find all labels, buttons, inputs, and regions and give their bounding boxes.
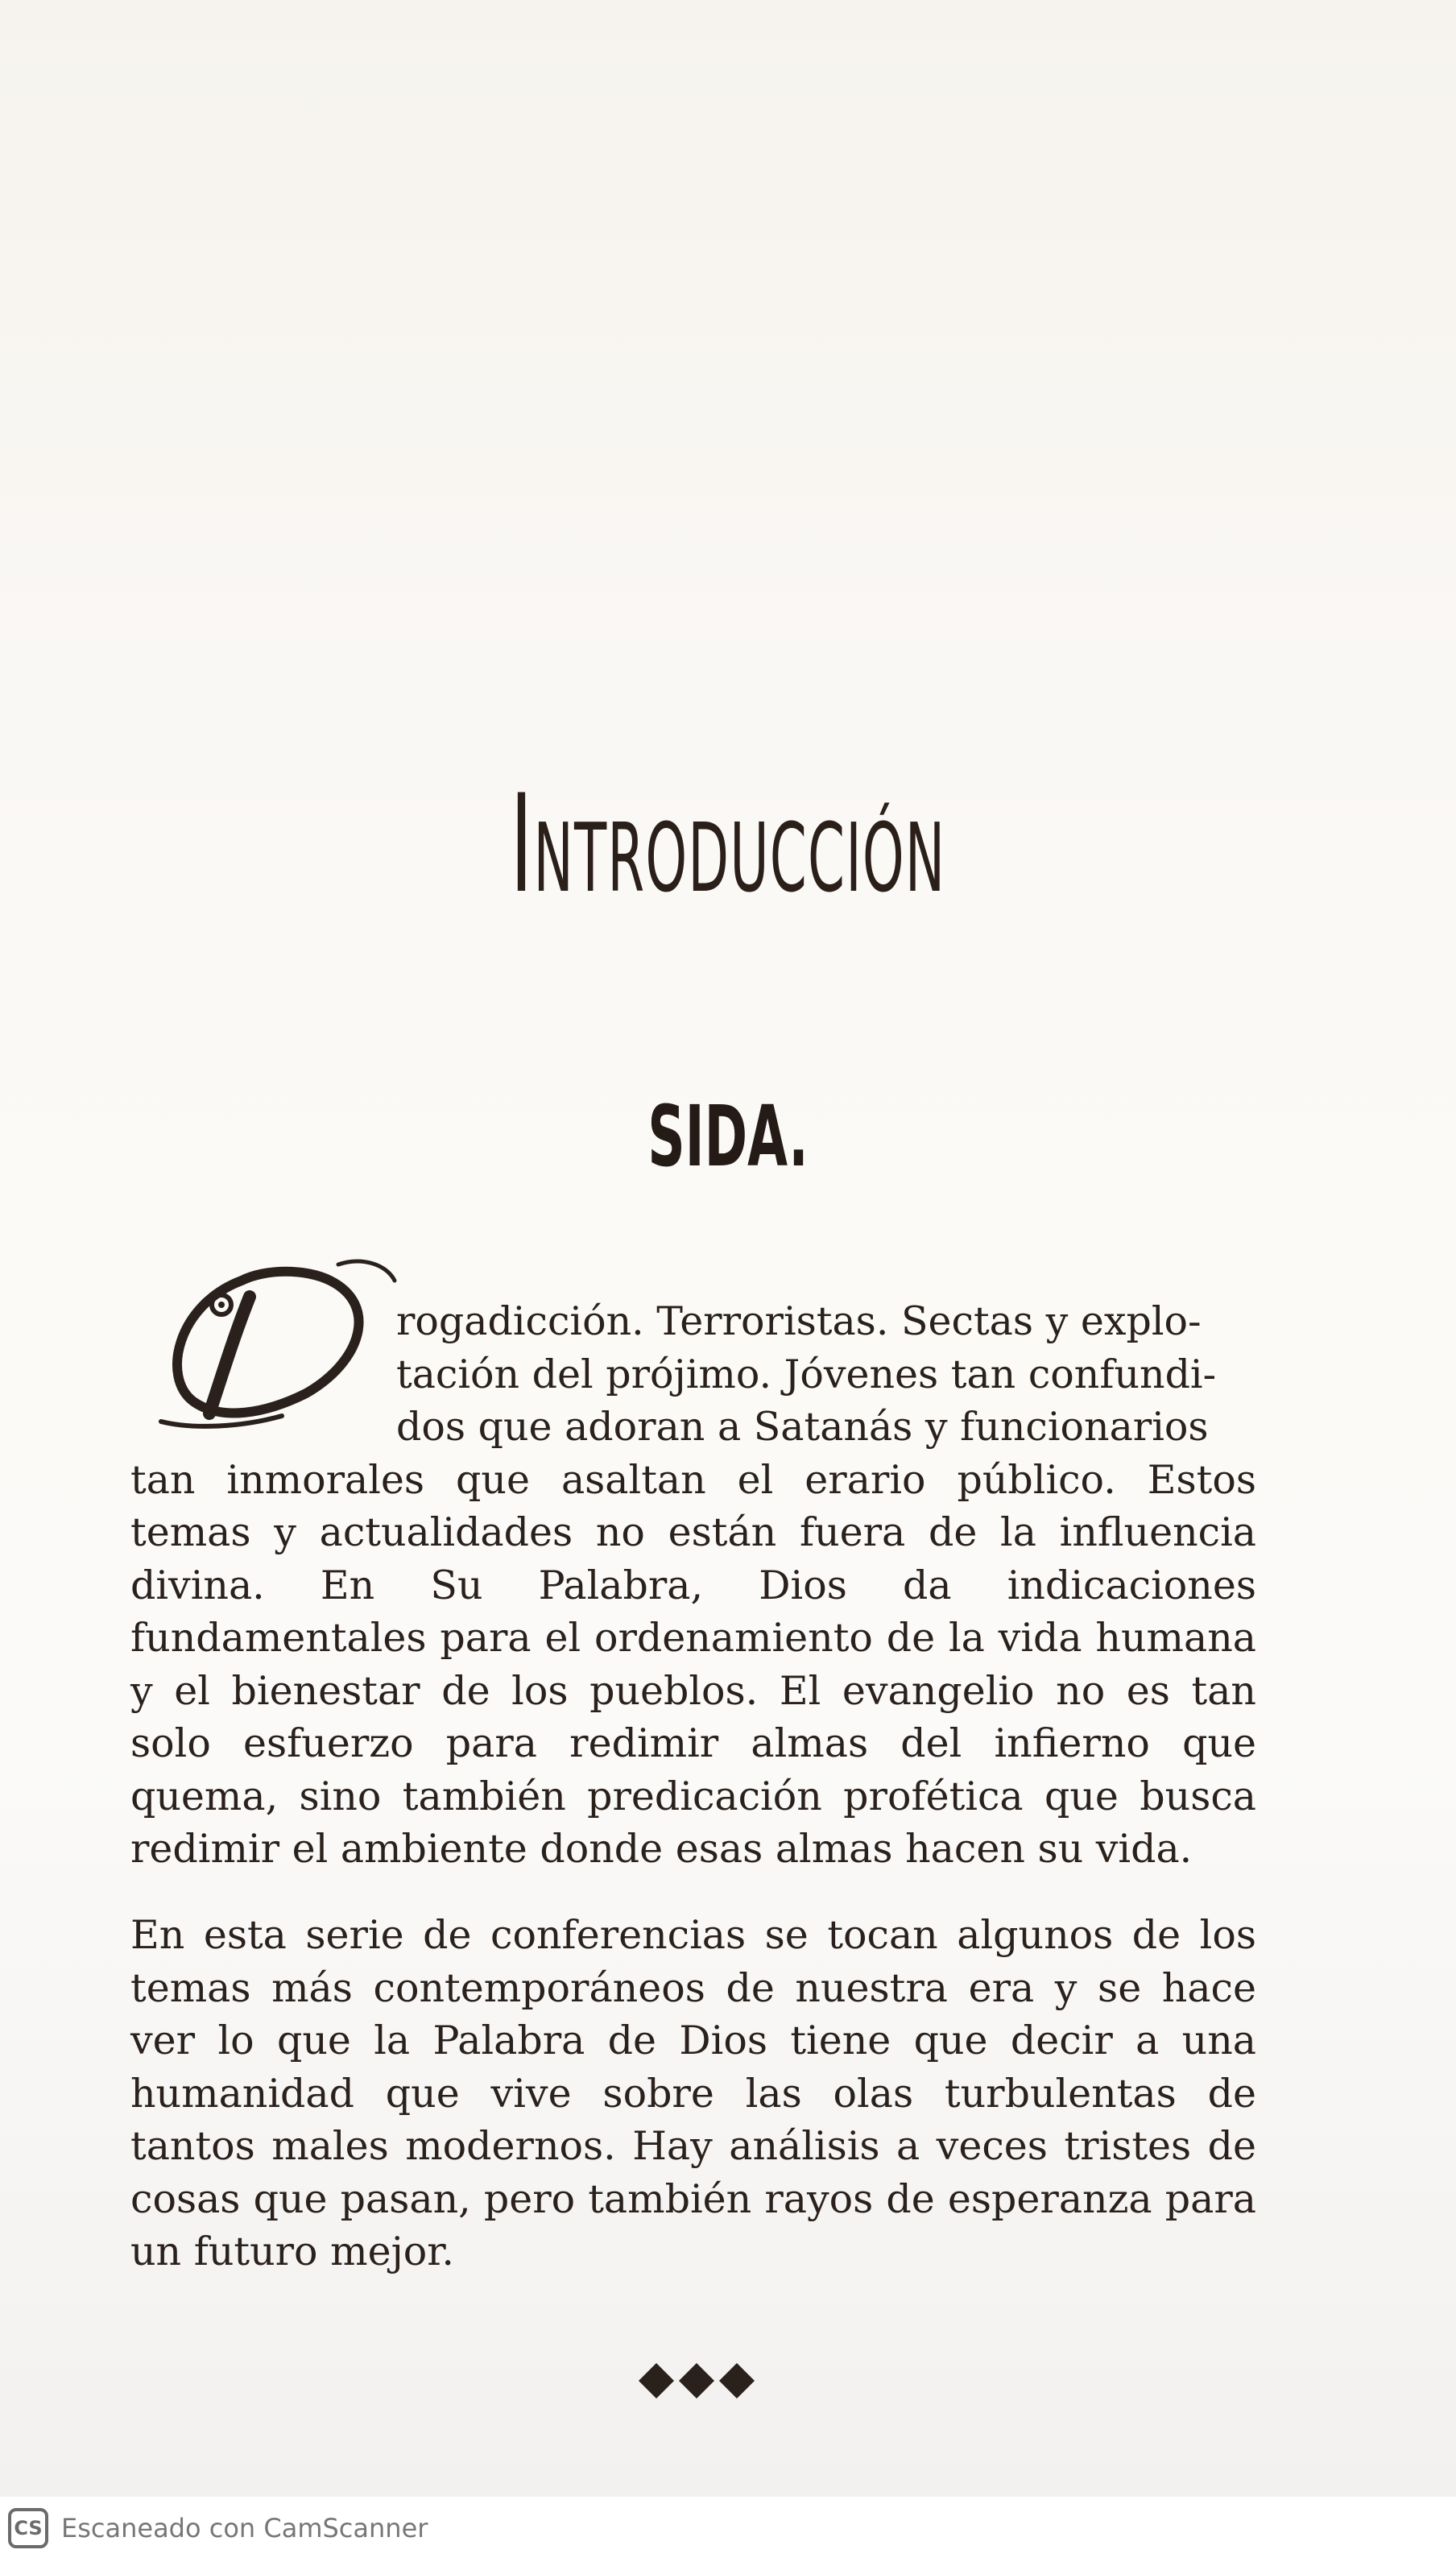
paragraph-1-line-1: rogadicción. Terroristas. Sectas y explo- bbox=[396, 1298, 1202, 1344]
scanner-label: Escaneado con CamScanner bbox=[61, 2513, 428, 2543]
paragraph-1 bbox=[130, 1295, 1256, 1876]
paragraph-1-line-2: tación del prójimo. Jóvenes tan confundi- bbox=[396, 1351, 1217, 1397]
paragraph-1-rest: tan inmorales que asaltan el erario público. Estos temas y actualidades no están fuera de la influencia divina. En Su Palabra, Dios da indicaciones fundamentales para el ordenamiento de la vida humana y el bienestar de los pueblos. El evangelio no es tan solo esfuerzo para redimir almas del infierno que quema, sino también predicación profética que busca redimir el ambiente donde esas almas hacen su vida. bbox=[130, 1456, 1256, 1872]
camscanner-logo-icon: CS bbox=[8, 2508, 48, 2548]
chapter-subtitle: SIDA. bbox=[647, 1087, 809, 1186]
paragraph-1-line-3: dos que adoran a Satanás y funcionarios bbox=[396, 1404, 1209, 1450]
paragraph-2: En esta serie de conferencias se tocan algunos de los temas más contemporáneos de nuestra era y se hace ver lo que la Palabra de Dios tiene que decir a una humanidad que vive sobre las olas turbulentas de tantos males modernos. Hay análisis a veces tristes de cosas que pasan, pero también rayos de esperanza para un futuro mejor. bbox=[130, 1912, 1256, 2274]
scanner-footer bbox=[0, 2497, 1456, 2562]
three-diamonds-icon bbox=[636, 2358, 757, 2403]
chapter-title: Introducción bbox=[510, 765, 946, 923]
